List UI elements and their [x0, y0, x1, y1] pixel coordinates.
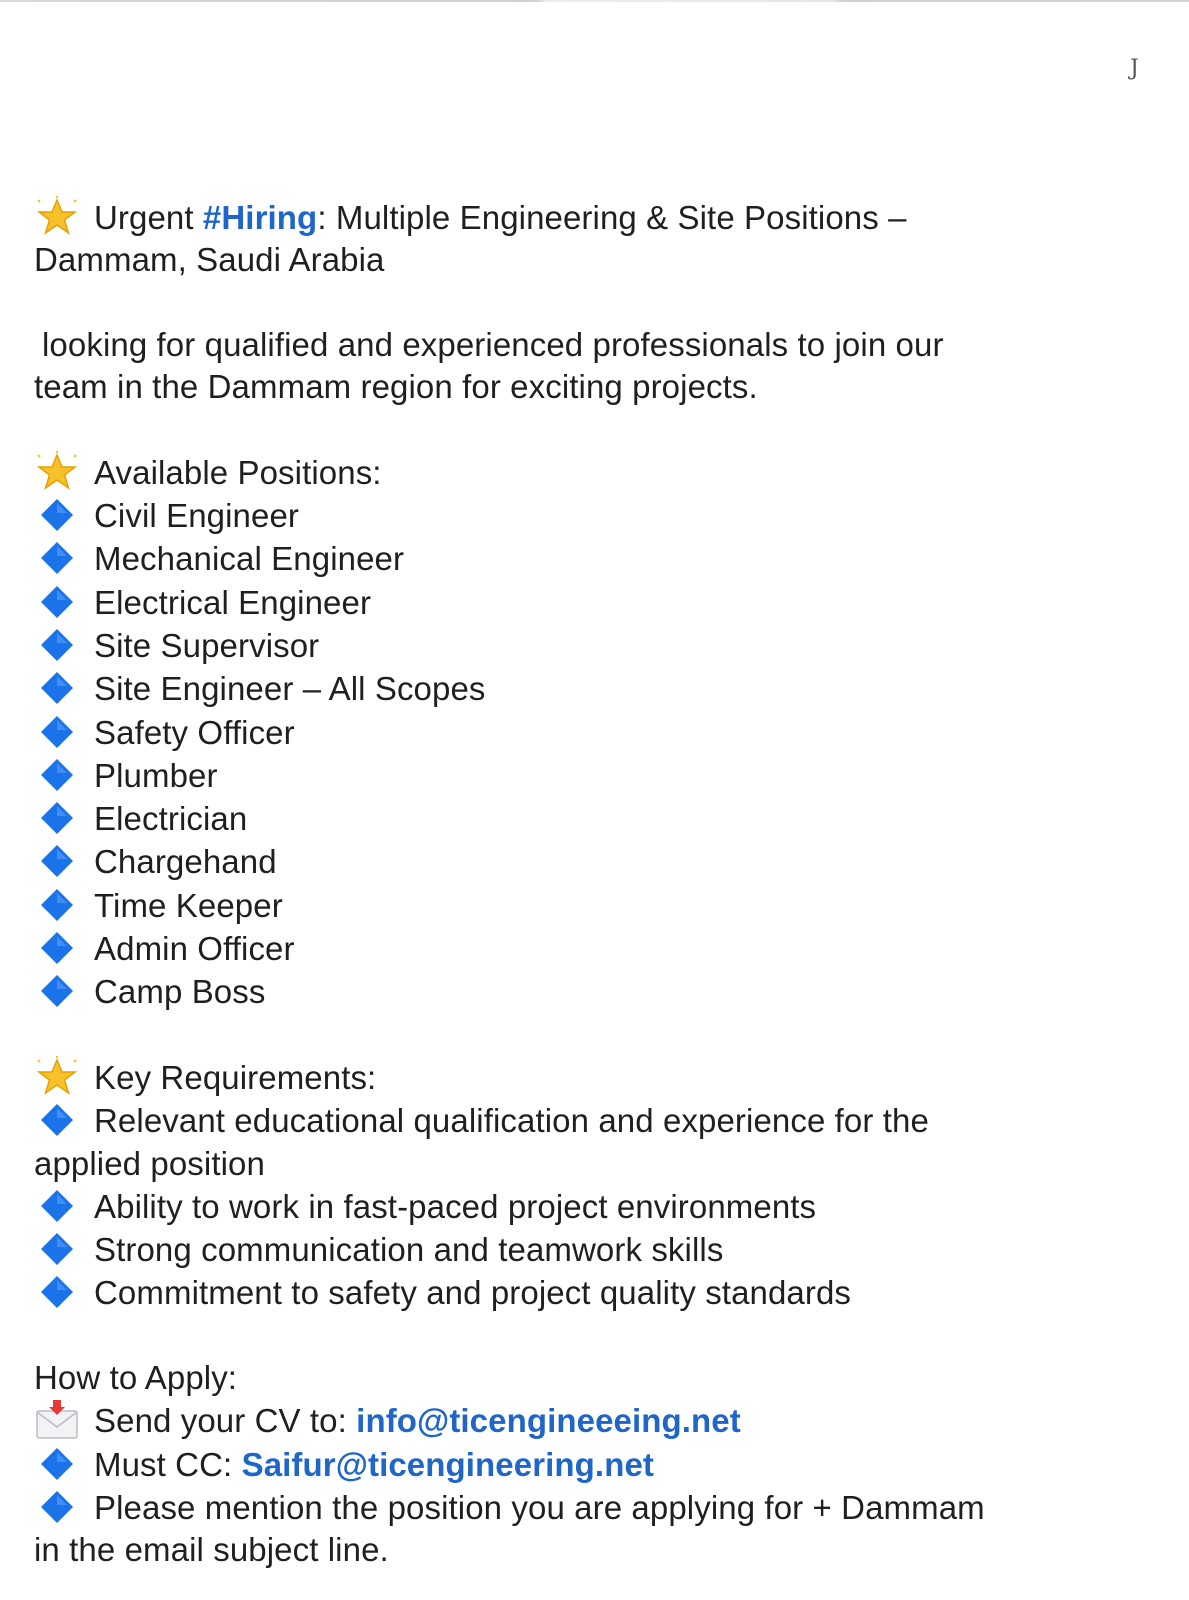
- position-item: [34, 754, 1164, 797]
- blue-diamond-icon: [34, 711, 80, 753]
- apply-send-line: [34, 1399, 1164, 1442]
- intro-line-2: team in the Dammam region for exciting projects.: [34, 368, 758, 406]
- send-cv-email-link[interactable]: info@ticengineeeing.net: [356, 1402, 741, 1440]
- title-prefix: Urgent: [94, 199, 203, 236]
- apply-heading: How to Apply:: [34, 1359, 238, 1397]
- position-label: Mechanical Engineer: [94, 540, 405, 578]
- apply-note-line: Please mention the position you are applying for + Dammam: [34, 1486, 1164, 1529]
- positions-heading-text: Available Positions:: [94, 453, 382, 491]
- blue-diamond-icon: [34, 581, 80, 623]
- blue-diamond-icon: [34, 884, 80, 926]
- apply-cc-line: [34, 1443, 1164, 1486]
- requirement-item: Commitment to safety and project quality standards: [34, 1271, 1164, 1314]
- position-label: Site Engineer – All Scopes: [94, 670, 486, 708]
- position-item: [34, 537, 1164, 580]
- top-divider: [0, 0, 1189, 2]
- glowing-star-icon: [34, 1056, 80, 1098]
- title-location: Dammam, Saudi Arabia: [34, 241, 385, 279]
- position-item: [34, 797, 1164, 840]
- position-label: Time Keeper: [94, 886, 283, 924]
- position-label: Electrical Engineer: [94, 583, 372, 621]
- requirement-item: Relevant educational qualification and experience for the: [34, 1099, 1164, 1142]
- blue-diamond-icon: [34, 754, 80, 796]
- job-post-body: [34, 196, 1164, 1572]
- blue-diamond-icon: [34, 840, 80, 882]
- position-label: Safety Officer: [94, 713, 295, 751]
- position-item: [34, 711, 1164, 754]
- blue-diamond-icon: [34, 1099, 80, 1141]
- position-label: Electrician: [94, 800, 248, 838]
- positions-heading: [34, 451, 1164, 494]
- intro-line-1: looking for qualified and experienced professionals to join our: [42, 325, 944, 363]
- position-item: [34, 667, 1164, 710]
- requirement-item: Ability to work in fast-paced project environments: [34, 1185, 1164, 1228]
- position-label: Chargehand: [94, 843, 277, 881]
- requirements-heading-text: Key Requirements:: [94, 1058, 377, 1096]
- position-item: [34, 927, 1164, 970]
- title-rest: : Multiple Engineering & Site Positions –: [317, 199, 907, 236]
- position-label: Civil Engineer: [94, 497, 299, 535]
- blue-diamond-icon: [34, 667, 80, 709]
- cc-label: Must CC:: [94, 1445, 242, 1483]
- blue-diamond-icon: [34, 494, 80, 536]
- hiring-hashtag-link[interactable]: #Hiring: [202, 199, 318, 236]
- blue-diamond-icon: [34, 1271, 80, 1313]
- blue-diamond-icon: [34, 797, 80, 839]
- position-item: [34, 970, 1164, 1013]
- position-item: [34, 494, 1164, 537]
- post-title: [34, 196, 1164, 239]
- requirement-item: Strong communication and teamwork skills: [34, 1228, 1164, 1271]
- position-label: Camp Boss: [94, 973, 266, 1011]
- blue-diamond-icon: [34, 970, 80, 1012]
- position-item: [34, 840, 1164, 883]
- send-cv-label: Send your CV to:: [94, 1402, 357, 1440]
- position-item: [34, 884, 1164, 927]
- requirement-item-continuation: applied position: [34, 1144, 265, 1182]
- blue-diamond-icon: [34, 1443, 80, 1485]
- blue-diamond-icon: [34, 537, 80, 579]
- position-label: Admin Officer: [94, 930, 295, 968]
- cc-email-link[interactable]: Saifur@ticengineering.net: [241, 1445, 654, 1483]
- glowing-star-icon: [34, 196, 80, 238]
- position-label: Site Supervisor: [94, 626, 320, 664]
- blue-diamond-icon: [34, 1228, 80, 1270]
- positions-list: [34, 494, 1164, 1014]
- blue-diamond-icon: [34, 1486, 80, 1528]
- blue-diamond-icon: [34, 624, 80, 666]
- blue-diamond-icon: [34, 927, 80, 969]
- blue-diamond-icon: [34, 1185, 80, 1227]
- position-item: [34, 624, 1164, 667]
- position-item: [34, 581, 1164, 624]
- position-label: Plumber: [94, 756, 218, 794]
- incoming-envelope-icon: [34, 1399, 80, 1441]
- edge-mark: J: [1130, 56, 1139, 81]
- glowing-star-icon: [34, 451, 80, 493]
- requirements-heading: [34, 1056, 1164, 1099]
- apply-note-continuation: in the email subject line.: [34, 1531, 389, 1569]
